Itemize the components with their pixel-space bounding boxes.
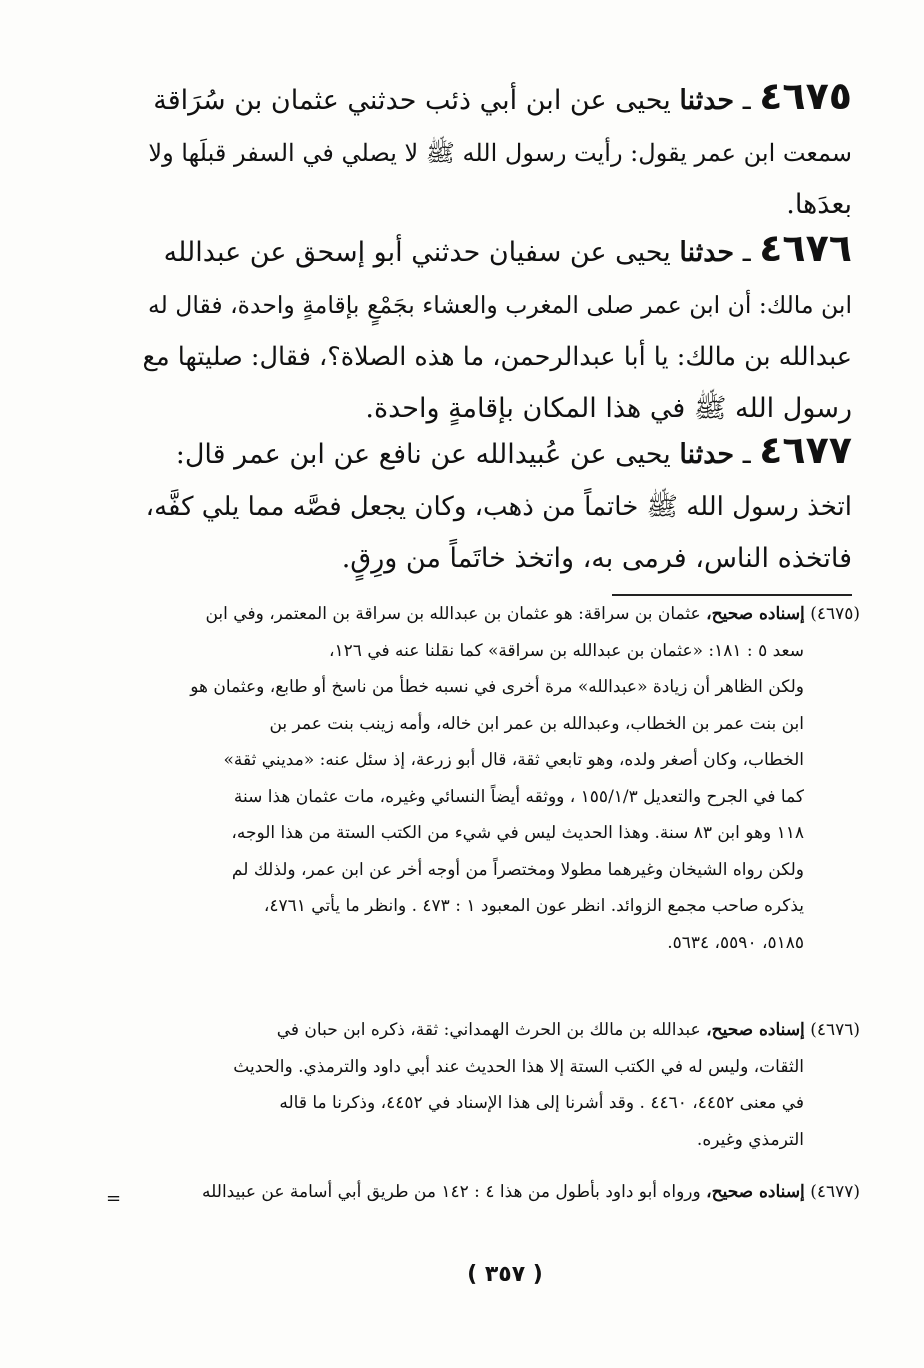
footnote-text: عبدالله بن مالك بن الحرث الهمداني: ثقة، ذكره ابن حبان في — [276, 1020, 701, 1040]
footnote-continuation-mark: = — [106, 1188, 122, 1209]
footnote-line: ولكن الظاهر أن زيادة «عبدالله» مرة أخرى في نسبه خطأ من ناسخ أو طابع، وعثمان هو — [190, 677, 804, 697]
footnote-text: ورواه أبو داود بأطول من هذا ٤ : ١٤٢ من طريق أبي أسامة عن عبيدالله — [202, 1182, 701, 1202]
hadith-text: يحيى عن ابن أبي ذئب حدثني عثمان بن سُرَاقة — [153, 85, 671, 116]
hadith-keyword: حدثنا — [679, 237, 735, 268]
footnote-line: الترمذي وغيره. — [696, 1129, 804, 1150]
footnote-text: عثمان بن سراقة: هو عثمان بن عبدالله بن سراقة بن المعتمر، وفي ابن — [205, 604, 701, 624]
footnote-line: ١١٨ وهو ابن ٨٣ سنة. وهذا الحديث ليس في شيء من الكتب الستة من هذا الوجه، — [231, 823, 804, 843]
footnote-4677 — [140, 1174, 860, 1211]
footnote-4675 — [140, 596, 860, 961]
footnote-line: في معنى ٤٤٥٢، ٤٤٦٠ . وقد أشرنا إلى هذا الإسناد في ٤٤٥٢، وذكرنا ما قاله — [279, 1093, 804, 1113]
hadith-line: رسول الله ﷺ في هذا المكان بإقامةٍ واحدة. — [365, 393, 852, 424]
hadith-line — [142, 424, 852, 481]
footnote-line — [140, 596, 860, 633]
hadith-dash: ـ — [742, 439, 751, 470]
hadith-text: يحيى عن عُبيدالله عن نافع عن ابن عمر قال: — [175, 439, 671, 470]
footnote-line: ٥١٨٥، ٥٥٩٠، ٥٦٣٤. — [667, 932, 804, 953]
footnote-marker: (٤٦٧٧) — [810, 1182, 860, 1202]
footnote-line: سعد ٥ : ١٨١: «عثمان بن عبدالله بن سراقة» كما نقلنا عنه في ١٢٦، — [329, 640, 804, 661]
footnote-line — [140, 1174, 860, 1211]
hadith-4675 — [142, 70, 852, 231]
hadith-4676 — [142, 222, 852, 435]
hadith-dash: ـ — [742, 237, 751, 268]
hadith-line: بعدَها. — [786, 189, 852, 220]
footnote-keyword: إسناده صحيح، — [706, 604, 805, 624]
footnote-keyword: إسناده صحيح، — [706, 1020, 805, 1040]
hadith-line: سمعت ابن عمر يقول: رأيت رسول الله ﷺ لا يصلي في السفر قبلَها ولا — [148, 139, 852, 167]
footnote-keyword: إسناده صحيح، — [706, 1182, 805, 1202]
hadith-line: عبدالله بن مالك: يا أبا عبدالرحمن، ما هذه الصلاة؟، فقال: صليتها مع — [142, 342, 852, 372]
hadith-text: يحيى عن سفيان حدثني أبو إسحق عن عبدالله — [163, 237, 671, 268]
footnote-4676 — [140, 1012, 860, 1158]
hadith-line — [142, 70, 852, 127]
footnote-line: كما في الجرح والتعديل ١٥٥/١/٣ ، ووثقه أيضاً النسائي وغيره، مات عثمان هذا سنة — [233, 786, 804, 807]
hadith-dash: ـ — [742, 85, 751, 116]
footnote-marker: (٤٦٧٦) — [810, 1020, 860, 1040]
page-number: ( ٣٥٧ ) — [467, 1262, 543, 1287]
hadith-line: اتخذ رسول الله ﷺ خاتماً من ذهب، وكان يجعل فصَّه مما يلي كفَّه، — [145, 492, 852, 522]
hadith-keyword: حدثنا — [679, 85, 735, 116]
hadith-number: ٤٦٧٧ — [759, 428, 852, 472]
hadith-line: فاتخذه الناس، فرمى به، واتخذ خاتَماً من ورِقٍ. — [341, 543, 852, 574]
hadith-number: ٤٦٧٥ — [759, 74, 852, 118]
footnote-marker: (٤٦٧٥) — [810, 604, 860, 624]
hadith-line — [142, 222, 852, 279]
footnote-line: ابن بنت عمر بن الخطاب، وعبدالله بن عمر ابن خاله، وأمه زينب بنت عمر بن — [269, 713, 804, 734]
footnote-line: الخطاب، وكان أصغر ولده، وهو تابعي ثقة، قال أبو زرعة، إذ سئل عنه: «مديني ثقة» — [223, 750, 804, 770]
footnote-line: يذكره صاحب مجمع الزوائد. انظر عون المعبود ١ : ٤٧٣ . وانظر ما يأتي ٤٧٦١، — [263, 896, 804, 916]
footnote-line: ولكن رواه الشيخان وغيرهما مطولا ومختصراً من أوجه أخر عن ابن عمر، ولذلك لم — [231, 859, 804, 880]
footnote-line — [140, 1012, 860, 1049]
footnote-line: الثقات، وليس له في الكتب الستة إلا هذا الحديث عند أبي داود والترمذي. والحديث — [233, 1056, 804, 1077]
hadith-line: ابن مالك: أن ابن عمر صلى المغرب والعشاء بجَمْعٍ بإقامةٍ واحدة، فقال له — [148, 291, 852, 319]
hadith-keyword: حدثنا — [679, 439, 735, 470]
hadith-4677 — [142, 424, 852, 585]
hadith-number: ٤٦٧٦ — [759, 226, 852, 270]
